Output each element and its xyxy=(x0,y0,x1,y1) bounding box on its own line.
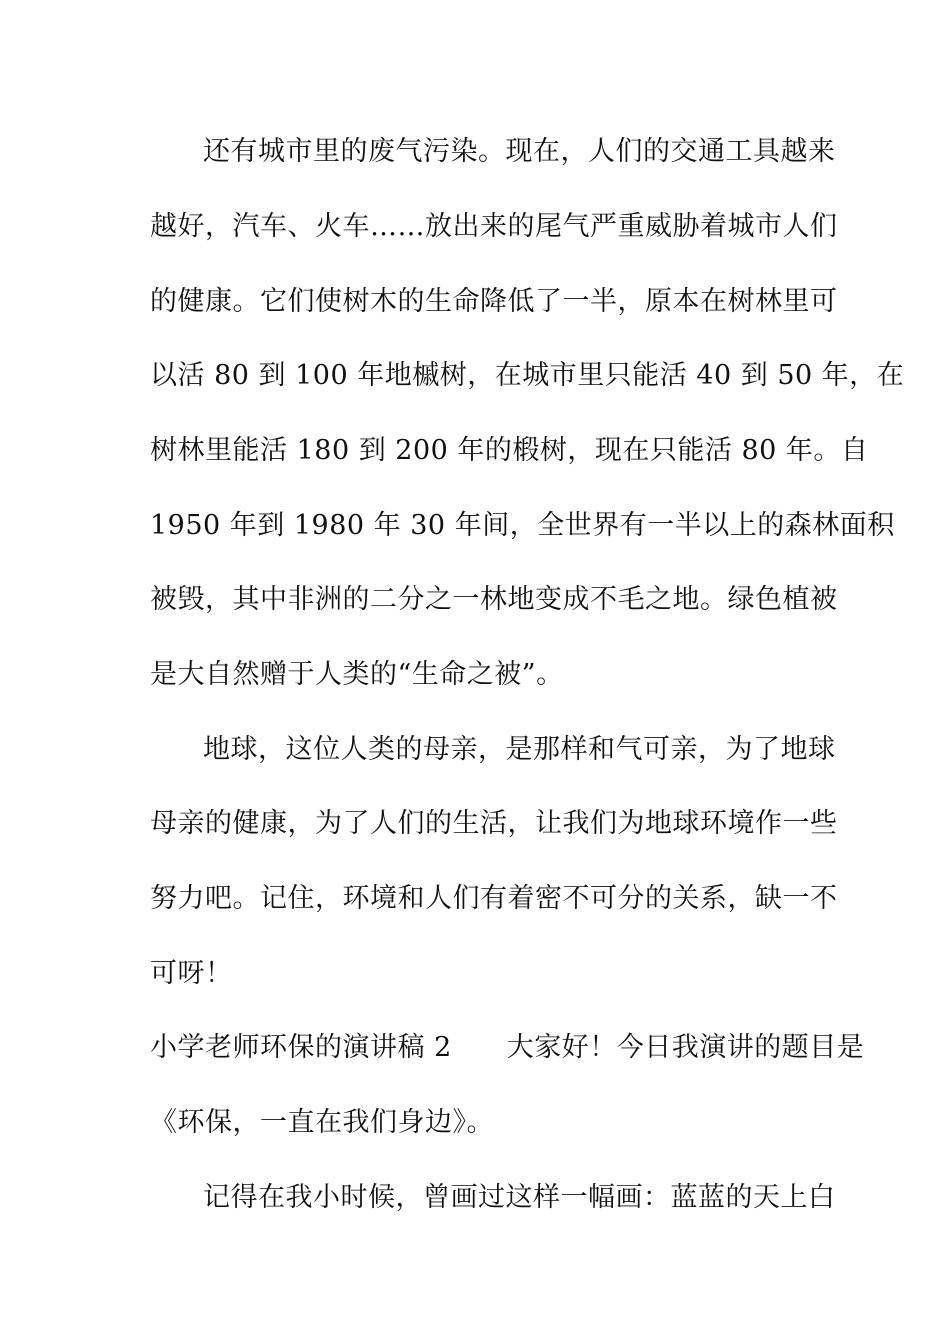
paragraph-line: 越好，汽车、火车……放出来的尾气严重威胁着城市人们 xyxy=(150,211,838,242)
paragraph-line: 记得在我小时候，曾画过这样一幅画：蓝蓝的天上白 xyxy=(203,1182,836,1213)
paragraph-line: 地球，这位人类的母亲，是那样和气可亲，为了地球 xyxy=(203,734,836,765)
paragraph-line: 树林里能活 180 到 200 年的椴树，现在只能活 80 年。自 xyxy=(150,435,869,466)
section-heading-line: 小学老师环保的演讲稿 2 大家好！今日我演讲的题目是 xyxy=(150,1032,865,1063)
paragraph-line: 1950 年到 1980 年 30 年间，全世界有一半以上的森林面积 xyxy=(150,510,895,541)
paragraph-line: 可呀！ xyxy=(150,958,233,989)
paragraph-line: 《环保，一直在我们身边》。 xyxy=(150,1107,494,1138)
paragraph-line: 母亲的健康，为了人们的生活，让我们为地球环境作一些 xyxy=(150,808,838,839)
paragraph-line: 被毁，其中非洲的二分之一林地变成不毛之地。绿色植被 xyxy=(150,584,838,615)
paragraph-line: 以活 80 到 100 年地槭树，在城市里只能活 40 到 50 年，在 xyxy=(150,360,905,391)
paragraph-line: 还有城市里的废气污染。现在，人们的交通工具越来 xyxy=(203,136,836,167)
paragraph-line: 的健康。它们使树木的生命降低了一半，原本在树林里可 xyxy=(150,286,838,317)
paragraph-line: 努力吧。记住，环境和人们有着密不可分的关系，缺一不 xyxy=(150,883,838,914)
paragraph-line: 是大自然赠于人类的“生命之被”。 xyxy=(150,659,564,690)
